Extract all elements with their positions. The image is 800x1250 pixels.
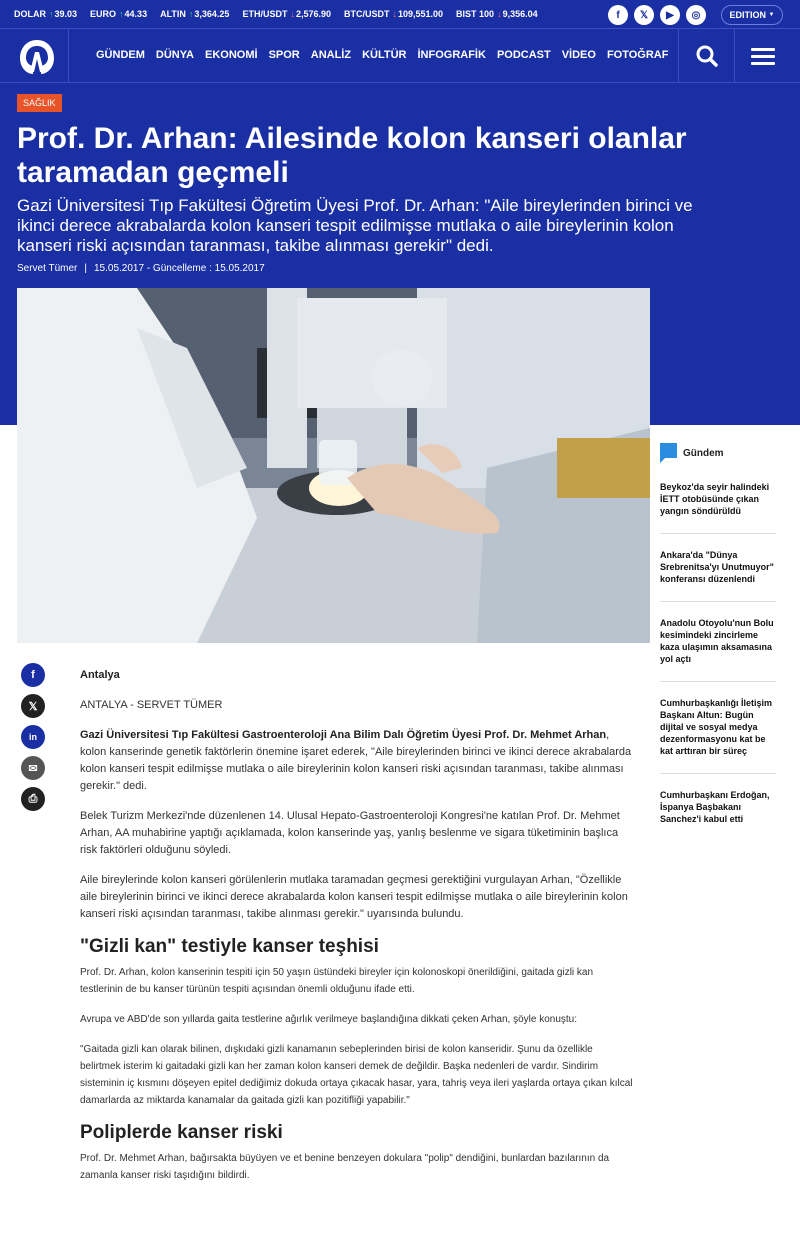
publish-date: 15.05.2017 - Güncelleme : 15.05.2017 xyxy=(94,263,265,274)
article-dateline: ANTALYA - SERVET TÜMER xyxy=(80,699,223,711)
sidebar-news-item[interactable]: Ankara'da "Dünya Srebrenitsa'yı Unutmuyor" konferansı düzenlendi xyxy=(660,534,776,602)
arrow-down-icon: ↓ xyxy=(290,9,295,19)
ticker-item: EURO ↑44.33 xyxy=(90,9,148,19)
ticker-item: ETH/USDT ↓2,576.90 xyxy=(242,9,331,19)
nav-item-infografik[interactable]: İNFOGRAFİK xyxy=(417,49,486,61)
facebook-icon[interactable]: f xyxy=(608,5,628,25)
nav-item-podcast[interactable]: PODCAST xyxy=(496,49,551,61)
arrow-down-icon: ↓ xyxy=(497,9,502,19)
article-paragraph: Prof. Dr. Mehmet Arhan, bağırsakta büyüyen ve et benine benzeyen dokulara "polip" dendiğini, bunlardan bazılarının da zamanla kanser riski taşıdığını bildirdi. xyxy=(80,1153,610,1181)
byline: Servet Tümer | 15.05.2017 - Güncelleme : 15.05.2017 xyxy=(17,263,265,274)
divider xyxy=(734,29,735,83)
main-navigation xyxy=(0,29,800,83)
nav-menu xyxy=(96,49,679,61)
edition-selector[interactable]: EDITION ▼ xyxy=(721,5,783,25)
author-name[interactable]: Servet Tümer xyxy=(17,263,78,274)
share-buttons xyxy=(21,663,45,818)
nav-item-video[interactable]: VİDEO xyxy=(561,49,596,61)
youtube-icon[interactable]: ▶ xyxy=(660,5,680,25)
x-icon[interactable]: 𝕏 xyxy=(634,5,654,25)
nav-item-dunya[interactable]: DÜNYA xyxy=(155,49,194,61)
ticker-item: ALTIN ↑3,364.25 xyxy=(160,9,230,19)
nav-item-analiz[interactable]: ANALİZ xyxy=(310,49,352,61)
article-paragraph: Gazi Üniversitesi Tıp Fakültesi Gastroenteroloji Ana Bilim Dalı Öğretim Üyesi Prof. Dr. Mehmet Arhan, kolon kanserinde genetik faktörlerin önemine işaret ederek, "Aile bireylerinden birinci ve ikinci derece akrabalarda kolon kanseri tespit edilmişse mutlaka o aile bireylerinin kolon kanseri riski açısından taranması, takibe alınması gerekir." dedi. xyxy=(80,729,632,792)
sidebar-heading: Gündem xyxy=(660,440,776,466)
arrow-up-icon: ↑ xyxy=(49,9,54,19)
x-icon[interactable]: 𝕏 xyxy=(21,694,45,718)
article-paragraph: Belek Turizm Merkezi'nde düzenlenen 14. Ulusal Hepato-Gastroenteroloji Kongresi'ne katılan Prof. Dr. Mehmet Arhan, AA muhabirine yaptığı açıklamada, kolon kanserinde yaş, yanlış beslenme ve sigara tüketiminin başlıca risk faktörleri olduğunu söyledi. xyxy=(80,810,620,856)
category-badge[interactable]: SAĞLIK xyxy=(17,94,62,112)
arrow-up-icon: ↑ xyxy=(119,9,124,19)
article-paragraph: Avrupa ve ABD'de son yıllarda gaita testlerine ağırlık verilmeye başlandığına dikkati çeken Arhan, şöyle konuştu: xyxy=(80,1014,578,1025)
sidebar-news-item[interactable]: Cumhurbaşkanlığı İletişim Başkanı Altun: Bugün dijital ve sosyal medya dezenformasyonu kat be kat arttıran bir süreç xyxy=(660,682,776,774)
chevron-down-icon: ▼ xyxy=(768,12,775,18)
hamburger-menu-icon[interactable] xyxy=(751,48,775,66)
sidebar-news xyxy=(660,440,776,841)
nav-item-ekonomi[interactable]: EKONOMİ xyxy=(205,49,258,61)
lab-microscope-image xyxy=(17,288,650,643)
sidebar-news-item[interactable]: Beykoz'da seyir halindeki İETT otobüsünde çıkan yangın söndürüldü xyxy=(660,466,776,534)
nav-item-fotograf[interactable]: FOTOĞRAF xyxy=(606,49,669,61)
article-lead: Gazi Üniversitesi Tıp Fakültesi Öğretim Üyesi Prof. Dr. Arhan: "Aile bireylerinden birinci ve ikinci derece akrabalarda kolon kanseri tespit edilmişse mutlaka o aile bireylerinin kolon kanseri riski açısından taranması, takibe alınması gerekir" dedi. xyxy=(17,196,693,255)
arrow-down-icon: ↓ xyxy=(392,9,397,19)
section-heading: "Gizli kan" testiyle kanser teşhisi xyxy=(80,936,379,957)
print-icon[interactable]: ⎙ xyxy=(21,787,45,811)
divider xyxy=(678,29,679,83)
facebook-icon[interactable]: f xyxy=(21,663,45,687)
article-paragraph: Prof. Dr. Arhan, kolon kanserinin tespiti için 50 yaşın üstündeki bireyler için kolonoskopi önerildiğini, gaitada gizli kan testlerinin de bu kanser türünün tespiti açısından önemli olduğunu ifade etti. xyxy=(80,967,594,995)
nav-item-kultur[interactable]: KÜLTÜR xyxy=(362,49,407,61)
section-heading: Poliplerde kanser riski xyxy=(80,1122,283,1143)
instagram-icon[interactable]: ◎ xyxy=(686,5,706,25)
ticker-item: BIST 100 ↓9,356.04 xyxy=(456,9,538,19)
nav-item-spor[interactable]: SPOR xyxy=(268,49,300,61)
sidebar-news-item[interactable]: Cumhurbaşkanı Erdoğan, İspanya Başbakanı Sanchez'i kabul etti xyxy=(660,790,770,824)
article-body xyxy=(80,667,636,1197)
linkedin-icon[interactable]: in xyxy=(21,725,45,749)
search-icon[interactable] xyxy=(696,45,718,67)
sidebar-news-item[interactable]: Anadolu Otoyolu'nun Bolu kesimindeki zincirleme kaza ulaşımın aksamasına yol açtı xyxy=(660,602,776,682)
article-paragraph: Aile bireylerinde kolon kanseri görülenlerin mutlaka taramadan geçmesi gerektiğini vurgulayan Arhan, "Özellikle aile bireylerinin birinci ve ikinci derece akrabalarda kolon kanseri tespit edilmişse mutlaka o aile bireylerinin kolon kanseri riski açısından taranması, takibe alınması gerekir." uyarısında bulundu. xyxy=(80,874,628,920)
arrow-up-icon: ↑ xyxy=(188,9,194,19)
social-links xyxy=(608,5,706,25)
divider xyxy=(68,29,69,83)
article-title: Prof. Dr. Arhan: Ailesinde kolon kanseri olanlar taramadan geçmeli xyxy=(17,122,687,189)
aa-logo[interactable] xyxy=(18,38,56,76)
article-location: Antalya xyxy=(80,669,120,681)
mail-icon[interactable]: ✉ xyxy=(21,756,45,780)
article-paragraph: "Gaitada gizli kan olarak bilinen, dışkıdaki gizli kanamanın sebeplerinden birisi de kolon kanseridir. Şunu da özellikle belirtmek isterim ki gaitadaki gizli kan her zaman kolon kanseri demek de değildir. Başka nedenleri de vardır. Sindirim sisteminin iç kısmını döşeyen epitel dediğimiz dokuda ortaya çıkacak hasar, yara, tahriş veya ileri yaşlarda ortaya çıkan kılcal damarlarda az miktarda kanamalar da gaitada gizli kan pozitifliği yapabilir." xyxy=(80,1044,633,1106)
ticker-item: BTC/USDT ↓109,551.00 xyxy=(344,9,444,19)
nav-item-gundem[interactable]: GÜNDEM xyxy=(96,49,145,61)
article-photo xyxy=(17,288,650,643)
ticker-item: DOLAR ↑39.03 xyxy=(14,9,78,19)
news-flag-icon xyxy=(660,443,677,463)
